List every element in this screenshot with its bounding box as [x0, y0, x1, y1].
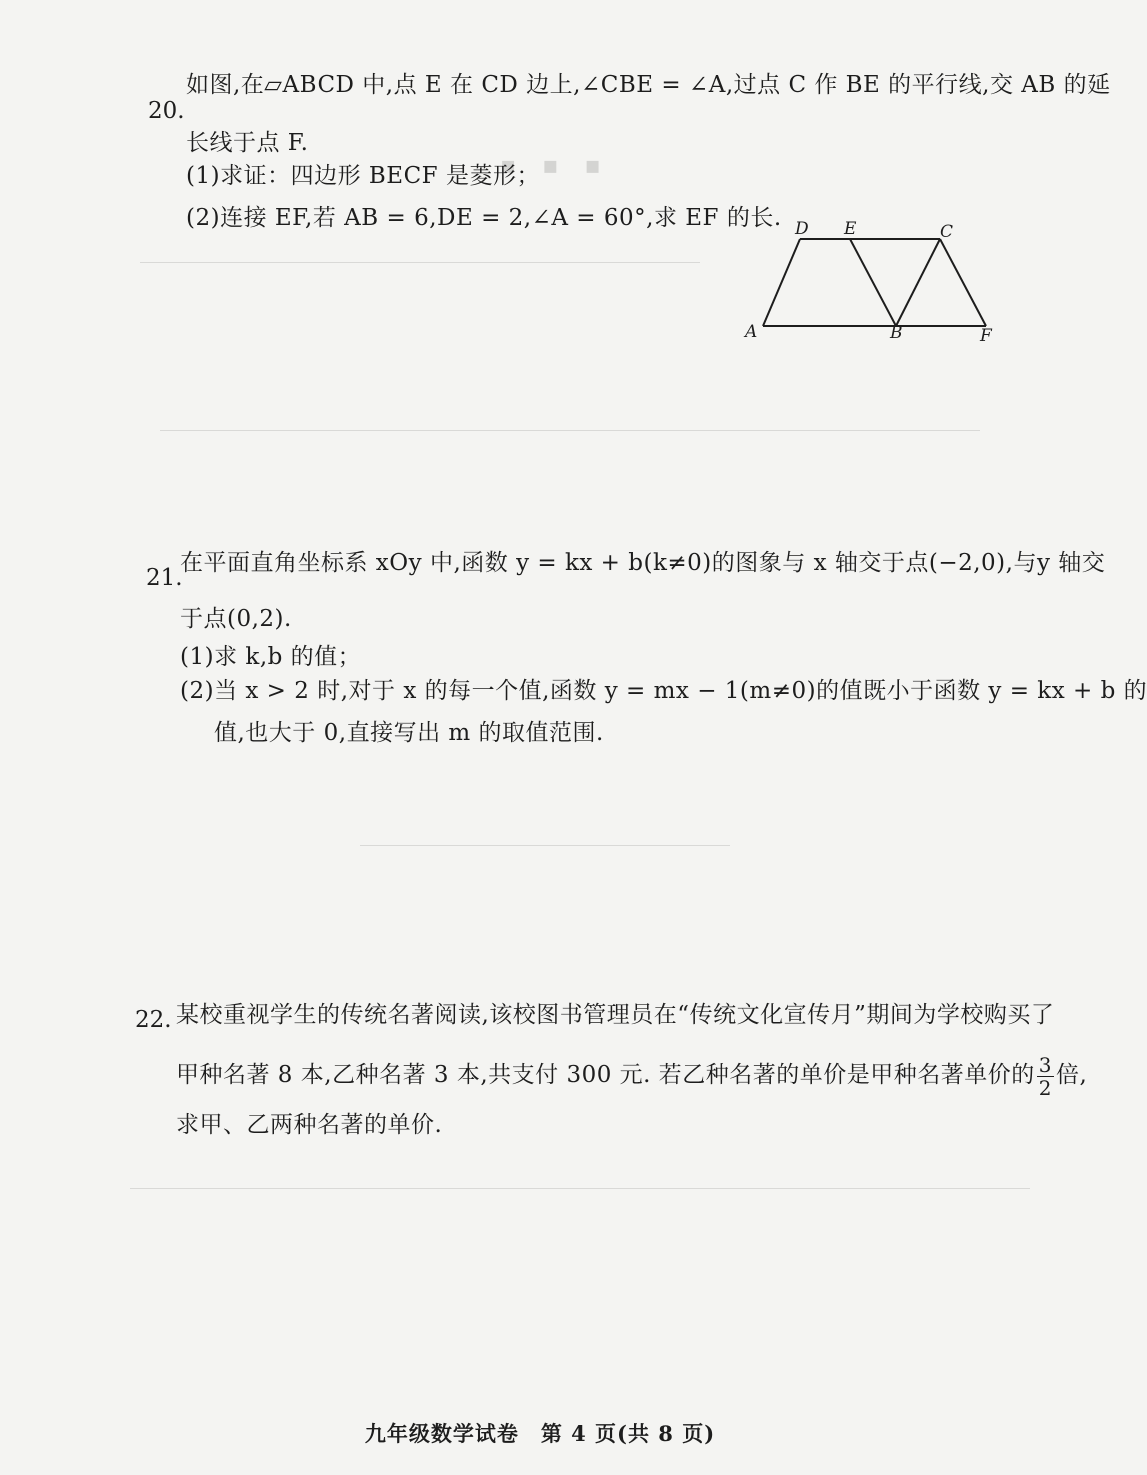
page-footer: 九年级数学试卷 第 4 页(共 8 页)	[364, 1421, 716, 1446]
question-20-part-1: (1)求证：四边形 BECF 是菱形；	[186, 163, 540, 189]
label-f: F	[980, 326, 992, 346]
label-e: E	[844, 219, 857, 239]
fraction-three-halves	[1037, 1054, 1054, 1099]
bleed-through-text: ▪ ▪ ▪	[500, 151, 602, 179]
question-20-number: 20.	[148, 98, 185, 124]
segment-ad	[763, 239, 800, 326]
label-b: B	[890, 323, 903, 343]
fraction-numerator: 3	[1038, 1052, 1053, 1077]
question-20-part-2: (2)连接 EF,若 AB = 6,DE = 2,∠A = 60°,求 EF 的长.	[186, 205, 782, 231]
parallelogram-figure	[740, 215, 1000, 355]
question-20-line-2: 长线于点 F.	[186, 130, 309, 156]
fraction-denominator: 2	[1038, 1075, 1053, 1100]
question-21-part-1: (1)求 k,b 的值；	[180, 644, 362, 670]
question-21-line-2: 于点(0,2).	[180, 606, 292, 632]
bleed-through-rule	[160, 430, 980, 431]
label-c: C	[940, 222, 954, 242]
bleed-through-rule	[360, 845, 730, 846]
segment-eb	[850, 239, 896, 326]
segment-cb	[896, 239, 940, 326]
question-22-line-2	[176, 1052, 1087, 1098]
question-21-line-1: 在平面直角坐标系 xOy 中,函数 y = kx + b(k≠0)的图象与 x 轴交于点(−2,0),与y 轴交	[180, 550, 1106, 576]
question-22-line-2-text: 甲种名著 8 本,乙种名著 3 本,共支付 300 元. 若乙种名著的单价是甲种名著单价的	[176, 1062, 1035, 1088]
question-22-line-3: 求甲、乙两种名著的单价.	[176, 1112, 443, 1138]
question-21-part-2-line-2: 值,也大于 0,直接写出 m 的取值范围.	[214, 720, 604, 746]
label-a: A	[745, 322, 758, 342]
bleed-through-rule	[130, 1188, 1030, 1189]
bleed-through-rule	[140, 262, 700, 263]
question-21-number: 21.	[146, 565, 183, 591]
question-22-line-1: 某校重视学生的传统名著阅读,该校图书管理员在“传统文化宣传月”期间为学校购买了	[176, 1002, 1055, 1028]
question-22-number: 22.	[135, 1007, 172, 1033]
label-d: D	[795, 219, 809, 239]
segment-cf	[940, 239, 986, 326]
question-21-part-2-line-1: (2)当 x > 2 时,对于 x 的每一个值,函数 y = mx − 1(m≠0)的值既小于函数 y = kx + b 的	[180, 678, 1147, 704]
question-20-line-1: 如图,在▱ABCD 中,点 E 在 CD 边上,∠CBE = ∠A,过点 C 作 BE 的平行线,交 AB 的延	[186, 72, 1111, 98]
question-22-line-2-suffix: 倍,	[1056, 1062, 1088, 1088]
